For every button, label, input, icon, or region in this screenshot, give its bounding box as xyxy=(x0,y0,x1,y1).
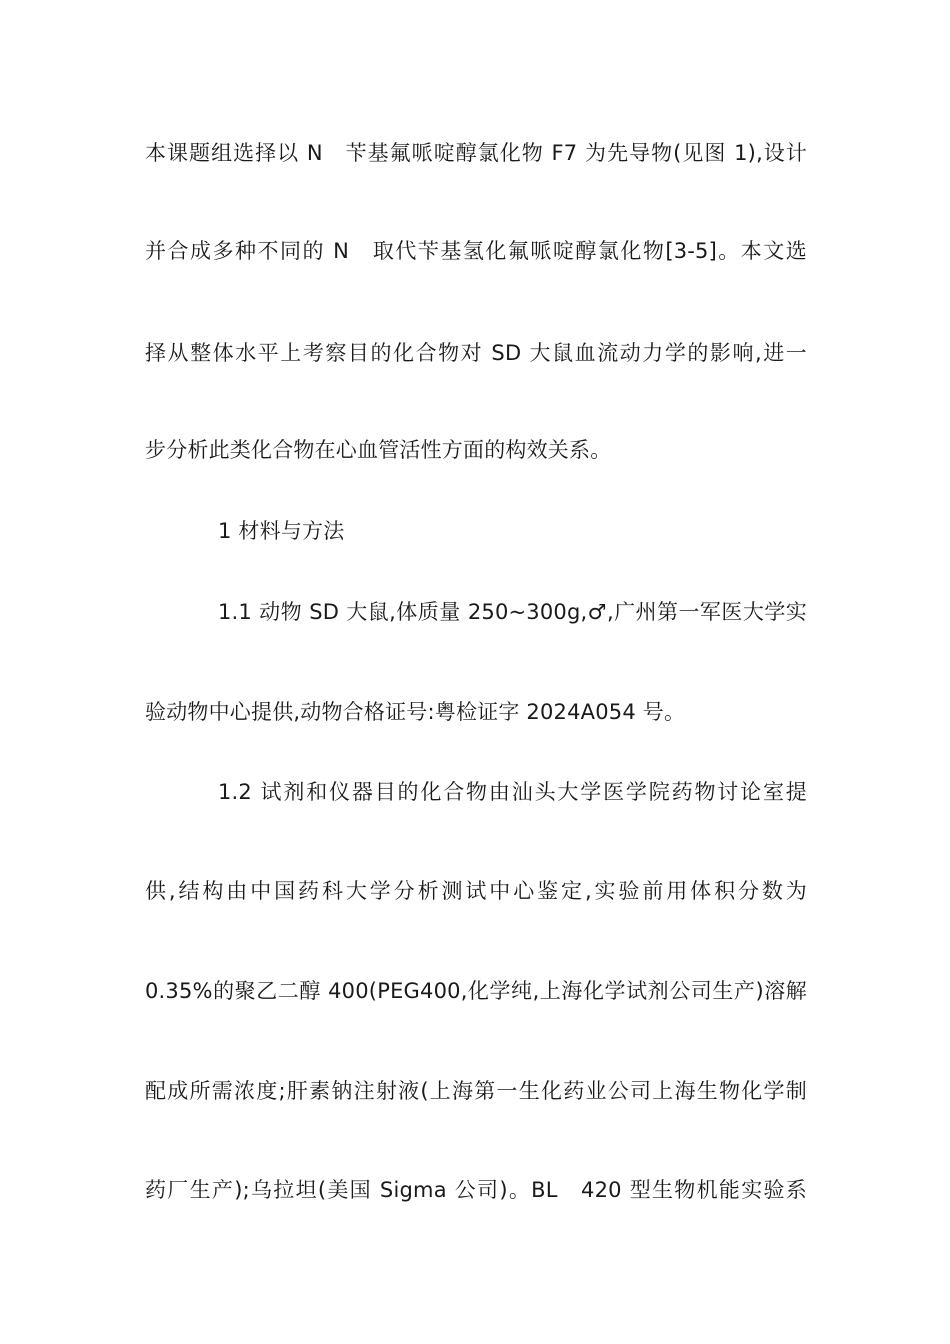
subsection-1-1-line-2: 验动物中心提供,动物合格证号:粤检证字 2024A054 号。 xyxy=(145,700,686,724)
paragraph-line-3: 择从整体水平上考察目的化合物对 SD 大鼠血流动力学的影响,进一 xyxy=(145,341,807,365)
paragraph-line-1: 本课题组选择以 N 苄基氟哌啶醇氯化物 F7 为先导物(见图 1),设计 xyxy=(145,141,807,165)
subsection-1-2-line-4: 配成所需浓度;肝素钠注射液(上海第一生化药业公司上海生物化学制 xyxy=(145,1079,807,1103)
section-heading: 1 材料与方法 xyxy=(218,519,345,543)
subsection-1-1-line-1: 1.1 动物 SD 大鼠,体质量 250~300g,♂,广州第一军医大学实 xyxy=(218,600,807,624)
paragraph-line-2: 并合成多种不同的 N 取代苄基氢化氟哌啶醇氯化物[3-5]。本文选 xyxy=(145,239,807,263)
subsection-1-2-line-3: 0.35%的聚乙二醇 400(PEG400,化学纯,上海化学试剂公司生产)溶解 xyxy=(145,979,807,1003)
paragraph-line-4: 步分析此类化合物在心血管活性方面的构效关系。 xyxy=(145,438,612,462)
subsection-1-2-line-2: 供,结构由中国药科大学分析测试中心鉴定,实验前用体积分数为 xyxy=(145,879,807,903)
subsection-1-2-line-5: 药厂生产);乌拉坦(美国 Sigma 公司)。BL 420 型生物机能实验系 xyxy=(145,1178,807,1202)
subsection-1-2-line-1: 1.2 试剂和仪器目的化合物由汕头大学医学院药物讨论室提 xyxy=(218,780,807,804)
